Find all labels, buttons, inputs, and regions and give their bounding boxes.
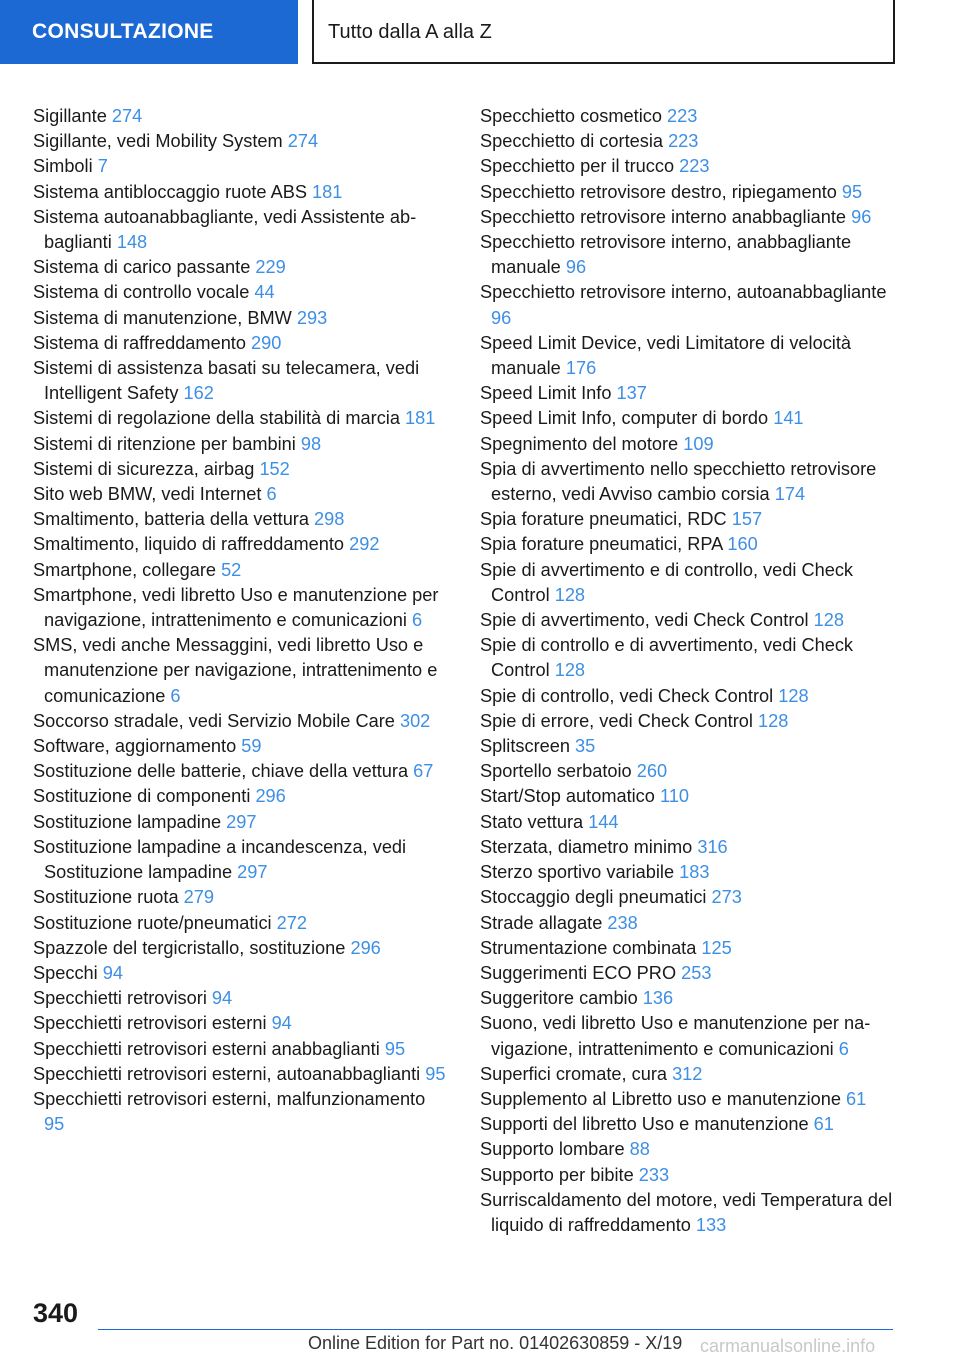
page-reference-link[interactable]: 152 bbox=[259, 458, 290, 479]
index-entry bbox=[480, 734, 900, 759]
index-entry bbox=[33, 180, 448, 205]
entry-text: Specchietto retrovisore interno, autoanabbagliante bbox=[480, 282, 887, 303]
page-reference-link[interactable]: 94 bbox=[271, 1013, 292, 1034]
index-entry bbox=[33, 482, 448, 507]
page-reference-link[interactable]: 181 bbox=[405, 408, 436, 429]
page-reference-link[interactable]: 128 bbox=[813, 610, 844, 631]
index-entry bbox=[33, 331, 448, 356]
page-header bbox=[0, 0, 960, 66]
index-entry bbox=[33, 986, 448, 1011]
index-entry bbox=[33, 104, 448, 129]
index-entry bbox=[480, 810, 900, 835]
entry-text: Spegnimento del motore bbox=[480, 433, 679, 454]
page-reference-link[interactable]: 109 bbox=[683, 433, 714, 454]
entry-text: Sistema di manutenzione, BMW bbox=[33, 307, 292, 328]
index-column-right bbox=[480, 104, 900, 1238]
page-reference-link[interactable]: 274 bbox=[111, 106, 143, 126]
page-reference-link[interactable]: 302 bbox=[399, 710, 431, 731]
entry-text: Smaltimento, batteria della vettura bbox=[33, 509, 309, 530]
page-reference-link[interactable]: 298 bbox=[314, 509, 345, 530]
page-reference-link[interactable]: 223 bbox=[667, 106, 698, 126]
page-reference-link[interactable]: 52 bbox=[221, 559, 242, 580]
index-entry bbox=[480, 633, 900, 683]
entry-text: Specchietti retrovisori esterni, malfunzionamento bbox=[33, 1088, 426, 1109]
page-reference-link[interactable]: 174 bbox=[774, 484, 806, 505]
index-entry bbox=[33, 457, 448, 482]
index-entry bbox=[33, 810, 448, 835]
entry-text: Spia forature pneumatici, RDC bbox=[480, 509, 727, 530]
page-reference-link[interactable]: 6 bbox=[266, 484, 277, 505]
entry-text: Spazzole del tergicristallo, sostituzione bbox=[33, 937, 346, 958]
entry-text: Strade allagate bbox=[480, 912, 603, 933]
index-entry bbox=[33, 583, 448, 633]
page-reference-link[interactable]: 128 bbox=[778, 685, 809, 706]
page-reference-link[interactable]: 296 bbox=[350, 937, 381, 958]
index-entry bbox=[33, 1011, 448, 1036]
entry-text: Supplemento al Libretto uso e manutenzione bbox=[480, 1088, 841, 1109]
index-entry bbox=[480, 558, 900, 608]
entry-text: Sistema di raffreddamento bbox=[33, 332, 246, 353]
index-entry bbox=[480, 129, 900, 154]
index-entry bbox=[33, 356, 448, 406]
page-reference-link[interactable]: 35 bbox=[575, 736, 596, 757]
index-entry bbox=[33, 255, 448, 280]
page-reference-link[interactable]: 96 bbox=[851, 206, 872, 227]
entry-text: Supporti del libretto Uso e manutenzione bbox=[480, 1114, 809, 1135]
entry-text: Spie di controllo, vedi Check Control bbox=[480, 685, 774, 706]
page-reference-link[interactable]: 95 bbox=[841, 181, 863, 202]
page-reference-link[interactable]: 223 bbox=[668, 131, 699, 152]
entry-text: Specchietti retrovisori esterni bbox=[33, 1013, 267, 1034]
page-reference-link[interactable]: 95 bbox=[425, 1063, 446, 1084]
entry-text: Specchietto per il trucco bbox=[480, 156, 675, 177]
entry-text: Sistemi di ritenzione per bambini bbox=[33, 433, 296, 454]
index-entry bbox=[480, 709, 900, 734]
entry-text: Surriscaldamento del motore, vedi Temperatura del liquido di raffreddamento bbox=[480, 1189, 893, 1235]
page-reference-link[interactable]: 98 bbox=[300, 433, 322, 454]
index-entry bbox=[33, 532, 448, 557]
entry-text: Spie di controllo e di avvertimento, vedi Check Control bbox=[480, 635, 854, 681]
page-reference-link[interactable]: 233 bbox=[638, 1164, 670, 1185]
index-entry bbox=[480, 835, 900, 860]
entry-text: Supporto per bibite bbox=[480, 1164, 634, 1185]
section-tab: CONSULTAZIONE bbox=[0, 0, 298, 64]
entry-text: Specchietto retrovisore destro, ripiegamento bbox=[480, 181, 837, 202]
index-entry bbox=[33, 1062, 448, 1087]
page-reference-link[interactable]: 95 bbox=[384, 1038, 406, 1059]
page-reference-link[interactable]: 144 bbox=[588, 811, 619, 832]
index-entry bbox=[33, 1087, 448, 1137]
index-entry bbox=[480, 911, 900, 936]
entry-text: Sostituzione delle batterie, chiave della vettura bbox=[33, 761, 409, 782]
page-reference-link[interactable]: 223 bbox=[679, 156, 710, 177]
page-reference-link[interactable]: 297 bbox=[226, 811, 257, 832]
page-reference-link[interactable]: 67 bbox=[413, 761, 434, 782]
page-reference-link[interactable]: 61 bbox=[846, 1088, 867, 1109]
index-entry bbox=[480, 1011, 900, 1061]
page-reference-link[interactable]: 253 bbox=[681, 962, 712, 983]
page-reference-link[interactable]: 272 bbox=[276, 912, 308, 933]
entry-text: Speed Limit Info, computer di bordo bbox=[480, 408, 769, 429]
page-reference-link[interactable]: 160 bbox=[727, 534, 758, 555]
entry-text: Sportello serbatoio bbox=[480, 761, 632, 782]
index-entry bbox=[480, 936, 900, 961]
page-reference-link[interactable]: 128 bbox=[758, 710, 789, 731]
entry-text: Spie di avvertimento e di controllo, vedi Check Control bbox=[480, 559, 854, 605]
page-reference-link[interactable]: 125 bbox=[701, 937, 732, 958]
index-entry bbox=[480, 406, 900, 431]
entry-text: Sistemi di assistenza basati su telecamera, vedi Intelligent Safety bbox=[33, 358, 420, 404]
page-reference-link[interactable]: 279 bbox=[183, 887, 215, 908]
entry-text: Spie di errore, vedi Check Control bbox=[480, 710, 753, 731]
page-reference-link[interactable]: 238 bbox=[607, 912, 638, 933]
entry-text: Sostituzione di componenti bbox=[33, 786, 251, 807]
page-reference-link[interactable]: 290 bbox=[251, 332, 282, 353]
page-reference-link[interactable]: 128 bbox=[554, 660, 586, 681]
index-entry bbox=[33, 205, 448, 255]
entry-text: Specchietto retrovisore interno, anabbagliante manuale bbox=[480, 232, 852, 278]
page-reference-link[interactable]: 6 bbox=[170, 685, 181, 706]
entry-text: Sistema autoanabbagliante, vedi Assistente abbaglianti bbox=[33, 206, 417, 253]
entry-text: Sigillante bbox=[33, 106, 107, 126]
page-reference-link[interactable]: 260 bbox=[636, 761, 668, 782]
index-entry bbox=[480, 532, 900, 557]
page-reference-link[interactable]: 273 bbox=[711, 887, 742, 908]
entry-text: Stato vettura bbox=[480, 811, 584, 832]
index-entry bbox=[480, 1163, 900, 1188]
page-reference-link[interactable]: 297 bbox=[237, 862, 268, 883]
page-reference-link[interactable]: 176 bbox=[565, 358, 597, 379]
index-entry bbox=[480, 684, 900, 709]
entry-text: Soccorso stradale, vedi Servizio Mobile Care bbox=[33, 710, 395, 731]
entry-text: Splitscreen bbox=[480, 736, 570, 757]
page-reference-link[interactable]: 133 bbox=[695, 1214, 727, 1235]
entry-text: Stoccaggio degli pneumatici bbox=[480, 887, 707, 908]
entry-text: Suggeritore cambio bbox=[480, 988, 638, 1009]
page-reference-link[interactable]: 316 bbox=[697, 836, 728, 857]
entry-text: Spia di avvertimento nello specchietto retrovisore esterno, vedi Avviso cambio corsia bbox=[480, 458, 877, 505]
index-entry bbox=[33, 936, 448, 961]
entry-text: SMS, vedi anche Messaggini, vedi libretto Uso e manutenzione per navigazione, intrattenimento e comunicazione bbox=[33, 635, 438, 706]
entry-text: Sito web BMW, vedi Internet bbox=[33, 484, 262, 505]
entry-text: Supporto lombare bbox=[480, 1139, 625, 1160]
page-reference-link[interactable]: 110 bbox=[659, 786, 689, 807]
index-entry bbox=[480, 280, 900, 330]
chapter-title: Tutto dalla A alla Z bbox=[312, 0, 895, 64]
index-entry bbox=[480, 759, 900, 784]
index-entry bbox=[480, 180, 900, 205]
entry-text: Sigillante, vedi Mobility System bbox=[33, 131, 283, 152]
page-reference-link[interactable]: 96 bbox=[491, 307, 512, 328]
page-reference-link[interactable]: 94 bbox=[102, 962, 124, 983]
index-entry bbox=[480, 961, 900, 986]
page-reference-link[interactable]: 148 bbox=[116, 232, 148, 253]
index-entry bbox=[33, 306, 448, 331]
entry-text: Specchi bbox=[33, 962, 98, 983]
footer-divider bbox=[98, 1329, 893, 1330]
index-entry bbox=[480, 860, 900, 885]
index-entry bbox=[480, 986, 900, 1011]
index-entry bbox=[33, 911, 448, 936]
page-reference-link[interactable]: 162 bbox=[183, 383, 214, 404]
entry-text: Specchietti retrovisori esterni, autoanabbaglianti bbox=[33, 1063, 421, 1084]
entry-text: Specchietto retrovisore interno anabbagliante bbox=[480, 206, 847, 227]
page-reference-link[interactable]: 6 bbox=[412, 610, 423, 631]
page-reference-link[interactable]: 6 bbox=[838, 1038, 849, 1059]
page-reference-link[interactable]: 94 bbox=[211, 988, 233, 1009]
page-reference-link[interactable]: 7 bbox=[97, 156, 108, 177]
entry-text: Sostituzione ruote/pneumatici bbox=[33, 912, 272, 933]
index-entry bbox=[480, 507, 900, 532]
entry-text: Sistema antibloccaggio ruote ABS bbox=[33, 181, 307, 202]
entry-text: Simboli bbox=[33, 156, 93, 177]
page-reference-link[interactable]: 96 bbox=[565, 257, 587, 278]
page-reference-link[interactable]: 292 bbox=[349, 534, 380, 555]
entry-text: Sistema di controllo vocale bbox=[33, 282, 250, 303]
entry-text: Spia forature pneumatici, RPA bbox=[480, 534, 723, 555]
entry-text: Speed Limit Device, vedi Limitatore di velocità manuale bbox=[480, 332, 851, 379]
index-entry bbox=[480, 1062, 900, 1087]
entry-text: Sistemi di sicurezza, airbag bbox=[33, 458, 255, 479]
index-entry bbox=[33, 885, 448, 910]
page-reference-link[interactable]: 61 bbox=[813, 1114, 834, 1135]
index-entry bbox=[33, 633, 448, 709]
index-entry bbox=[33, 784, 448, 809]
index-entry bbox=[33, 406, 448, 431]
index-entry bbox=[33, 835, 448, 885]
index-entry bbox=[480, 154, 900, 179]
entry-text: Software, aggiornamento bbox=[33, 736, 237, 757]
page-reference-link[interactable]: 181 bbox=[312, 181, 343, 202]
edition-footer: Online Edition for Part no. 01402630859 - X/19 bbox=[308, 1333, 683, 1353]
page-reference-link[interactable]: 128 bbox=[554, 584, 586, 605]
page-reference-link[interactable]: 312 bbox=[672, 1063, 703, 1084]
index-entry bbox=[33, 154, 448, 179]
entry-text: Spie di avvertimento, vedi Check Control bbox=[480, 610, 809, 631]
entry-text: Smaltimento, liquido di raffreddamento bbox=[33, 534, 345, 555]
index-entry bbox=[33, 961, 448, 986]
entry-text: Start/Stop automatico bbox=[480, 786, 655, 807]
index-entry bbox=[480, 205, 900, 230]
index-entry bbox=[480, 885, 900, 910]
index-entry bbox=[480, 230, 900, 280]
page-reference-link[interactable]: 274 bbox=[287, 131, 319, 152]
entry-text: Sterzata, diametro minimo bbox=[480, 836, 693, 857]
page-reference-link[interactable]: 157 bbox=[731, 509, 763, 530]
watermark: carmanualsonline.info bbox=[700, 1336, 876, 1356]
page-reference-link[interactable]: 293 bbox=[296, 307, 328, 328]
index-entry bbox=[33, 759, 448, 784]
index-entry bbox=[480, 1087, 900, 1112]
entry-text: Smartphone, vedi libretto Uso e manutenzione per navigazione, intrattenimento e comunicazioni bbox=[33, 584, 439, 631]
entry-text: Specchietto cosmetico bbox=[480, 106, 662, 126]
entry-text: Specchietto di cortesia bbox=[480, 131, 663, 152]
page-reference-link[interactable]: 136 bbox=[642, 988, 674, 1009]
page-reference-link[interactable]: 229 bbox=[255, 257, 286, 278]
entry-text: Sostituzione lampadine a incandescenza, vedi Sostituzione lampadine bbox=[33, 836, 407, 883]
page-reference-link[interactable]: 88 bbox=[629, 1139, 650, 1160]
page-reference-link[interactable]: 137 bbox=[616, 383, 647, 404]
entry-text: Specchietti retrovisori esterni anabbaglianti bbox=[33, 1038, 380, 1059]
index-entry bbox=[33, 558, 448, 583]
page-reference-link[interactable]: 141 bbox=[773, 408, 804, 429]
entry-text: Suggerimenti ECO PRO bbox=[480, 962, 677, 983]
index-entry bbox=[480, 1188, 900, 1238]
index-entry bbox=[33, 432, 448, 457]
page-reference-link[interactable]: 44 bbox=[254, 282, 275, 303]
index-entry bbox=[480, 457, 900, 507]
page-number: 340 bbox=[33, 1298, 79, 1328]
page-reference-link[interactable]: 296 bbox=[255, 786, 286, 807]
index-entry bbox=[33, 507, 448, 532]
entry-text: Sostituzione lampadine bbox=[33, 811, 222, 832]
entry-text: Speed Limit Info bbox=[480, 383, 612, 404]
index-entry bbox=[33, 129, 448, 154]
entry-text: Strumentazione combinata bbox=[480, 937, 697, 958]
index-entry bbox=[33, 280, 448, 305]
entry-text: Sterzo sportivo variabile bbox=[480, 862, 675, 883]
index-entry bbox=[33, 709, 448, 734]
entry-text: Sistema di carico passante bbox=[33, 257, 251, 278]
index-entry bbox=[480, 1112, 900, 1137]
entry-text: Sostituzione ruota bbox=[33, 887, 179, 908]
index-entry bbox=[33, 1037, 448, 1062]
index-entry bbox=[480, 104, 900, 129]
index-entry bbox=[480, 784, 900, 809]
page-reference-link[interactable]: 95 bbox=[44, 1114, 65, 1135]
index-entry bbox=[480, 1137, 900, 1162]
index-entry bbox=[480, 608, 900, 633]
page-reference-link[interactable]: 59 bbox=[241, 736, 262, 757]
index-entry bbox=[480, 381, 900, 406]
index-entry bbox=[33, 734, 448, 759]
index-entry bbox=[480, 331, 900, 381]
index-entry bbox=[480, 432, 900, 457]
page-reference-link[interactable]: 183 bbox=[679, 862, 710, 883]
entry-text: Smartphone, collegare bbox=[33, 559, 216, 580]
index-column-left bbox=[33, 104, 448, 1137]
entry-text: Specchietti retrovisori bbox=[33, 988, 207, 1009]
entry-text: Suono, vedi libretto Uso e manutenzione per navigazione, intrattenimento e comunicazioni bbox=[480, 1013, 871, 1059]
entry-text: Superfici cromate, cura bbox=[480, 1063, 667, 1084]
entry-text: Sistemi di regolazione della stabilità di marcia bbox=[33, 408, 400, 429]
